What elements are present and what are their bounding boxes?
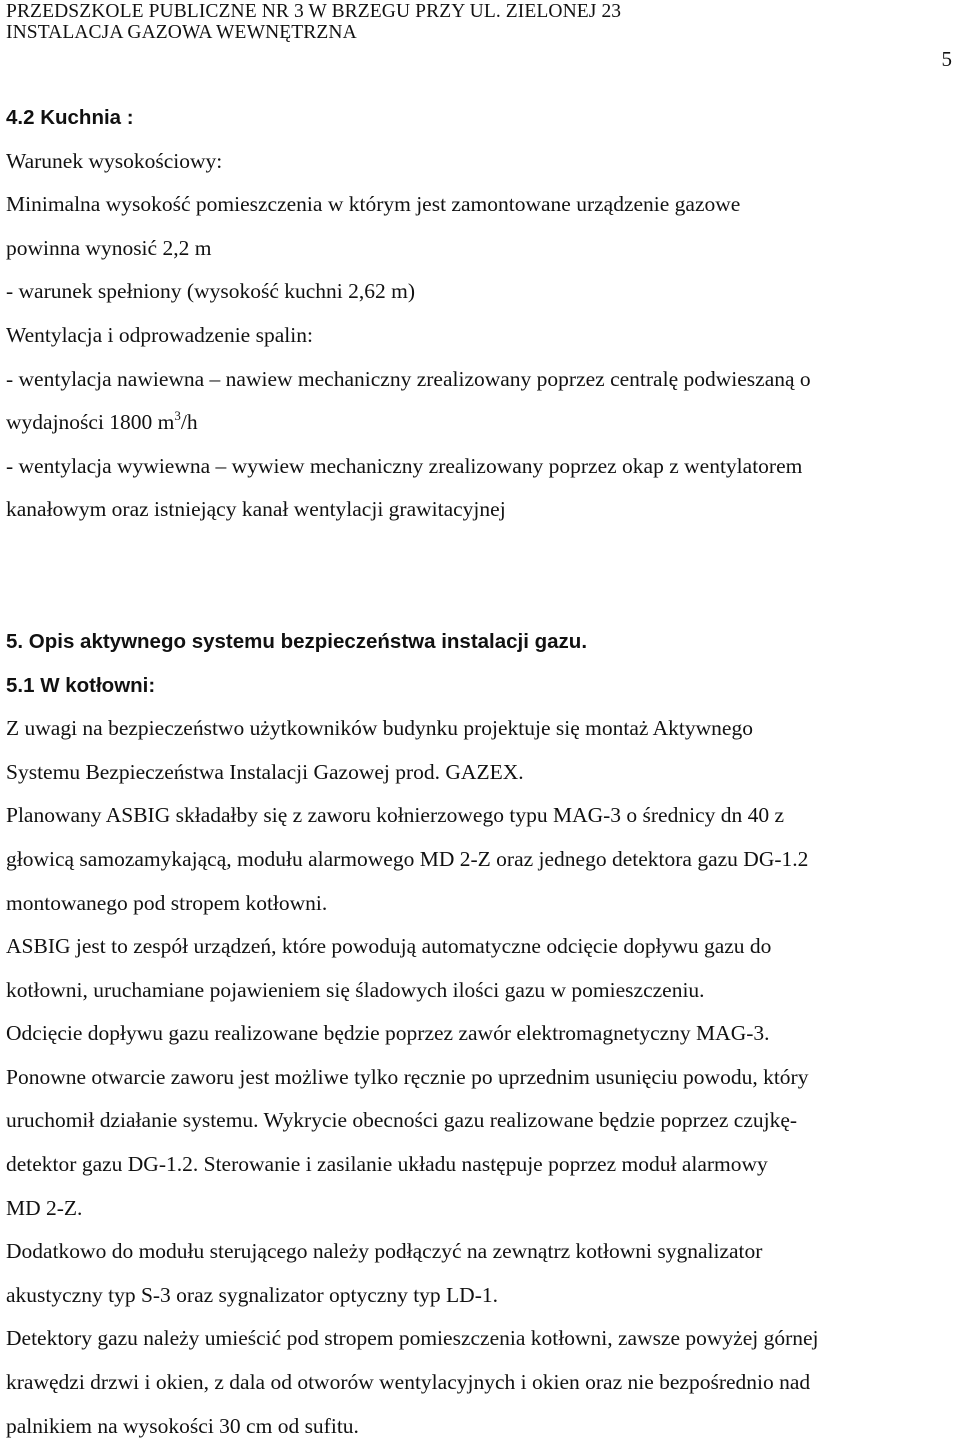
- body-line: Systemu Bezpieczeństwa Instalacji Gazowej prod. GAZEX.: [6, 759, 524, 784]
- page-number: 5: [941, 47, 952, 71]
- body-line: kotłowni, uruchamiane pojawieniem się śladowych ilości gazu w pomieszczeniu.: [6, 977, 705, 1002]
- body-line: palnikiem na wysokości 30 cm od sufitu.: [6, 1413, 359, 1438]
- height-condition-result: - warunek spełniony (wysokość kuchni 2,62 m): [6, 279, 416, 304]
- body-line: Planowany ASBIG składałby się z zaworu kołnierzowego typu MAG-3 o średnicy dn 40 z: [6, 803, 785, 828]
- section-spacer: [6, 532, 956, 620]
- body-line: Detektory gazu należy umieścić pod stropem pomieszczenia kotłowni, zawsze powyżej górnej: [6, 1326, 819, 1351]
- body-line: Dodatkowo do modułu sterującego należy podłączyć na zewnątrz kotłowni sygnalizator: [6, 1239, 763, 1264]
- body-line: montowanego pod stropem kotłowni.: [6, 890, 328, 915]
- height-condition-title: Warunek wysokościowy:: [6, 148, 223, 173]
- document-body: [6, 96, 956, 1448]
- document-header-title: PRZEDSZKOLE PUBLICZNE NR 3 W BRZEGU PRZY UL. ZIELONEJ 23: [6, 1, 622, 22]
- cubic-superscript: 3: [174, 408, 181, 424]
- section-5-heading: 5. Opis aktywnego systemu bezpieczeństwa instalacji gazu.: [6, 629, 588, 653]
- ventilation-exhaust-line-2: kanałowym oraz istniejący kanał wentylacji grawitacyjnej: [6, 497, 506, 522]
- body-line: Odcięcie dopływu gazu realizowane będzie poprzez zawór elektromagnetyczny MAG-3.: [6, 1021, 770, 1046]
- body-line: ASBIG jest to zespół urządzeń, które powodują automatyczne odcięcie dopływu gazu do: [6, 934, 772, 959]
- ventilation-title: Wentylacja i odprowadzenie spalin:: [6, 322, 313, 347]
- body-line: uruchomił działanie systemu. Wykrycie obecności gazu realizowane będzie poprzez czujkę-: [6, 1108, 798, 1133]
- body-line: Ponowne otwarcie zaworu jest możliwe tylko ręcznie po uprzednim usunięciu powodu, który: [6, 1064, 809, 1089]
- body-line: MD 2-Z.: [6, 1195, 83, 1220]
- body-line: głowicą samozamykającą, modułu alarmowego MD 2-Z oraz jednego detektora gazu DG-1.2: [6, 846, 809, 871]
- body-line: akustyczny typ S-3 oraz sygnalizator optyczny typ LD-1.: [6, 1282, 498, 1307]
- body-line: detektor gazu DG-1.2. Sterowanie i zasilanie układu następuje poprzez moduł alarmowy: [6, 1152, 768, 1177]
- body-line: Z uwagi na bezpieczeństwo użytkowników budynku projektuje się montaż Aktywnego: [6, 716, 753, 741]
- body-line: krawędzi drzwi i okien, z dala od otworów wentylacyjnych i okien oraz nie bezpośrednio nad: [6, 1370, 811, 1395]
- section-4-2-heading: 4.2 Kuchnia :: [6, 106, 134, 129]
- ventilation-exhaust-line-1: - wentylacja wywiewna – wywiew mechaniczny zrealizowany poprzez okap z wentylatorem: [6, 453, 803, 478]
- ventilation-supply-line-1: - wentylacja nawiewna – nawiew mechaniczny zrealizowany poprzez centralę podwieszaną o: [6, 366, 811, 391]
- section-5-1-heading: 5.1 W kotłowni:: [6, 673, 156, 697]
- ventilation-supply-capacity: wydajności 1800 m: [6, 410, 175, 435]
- ventilation-supply-line-2: [6, 401, 956, 445]
- ventilation-supply-unit: /h: [180, 410, 198, 435]
- height-condition-text-1: Minimalna wysokość pomieszczenia w którym jest zamontowane urządzenie gazowe: [6, 192, 741, 217]
- document-header-subtitle: INSTALACJA GAZOWA WEWNĘTRZNA: [6, 22, 357, 43]
- height-condition-text-2: powinna wynosić 2,2 m: [6, 235, 212, 260]
